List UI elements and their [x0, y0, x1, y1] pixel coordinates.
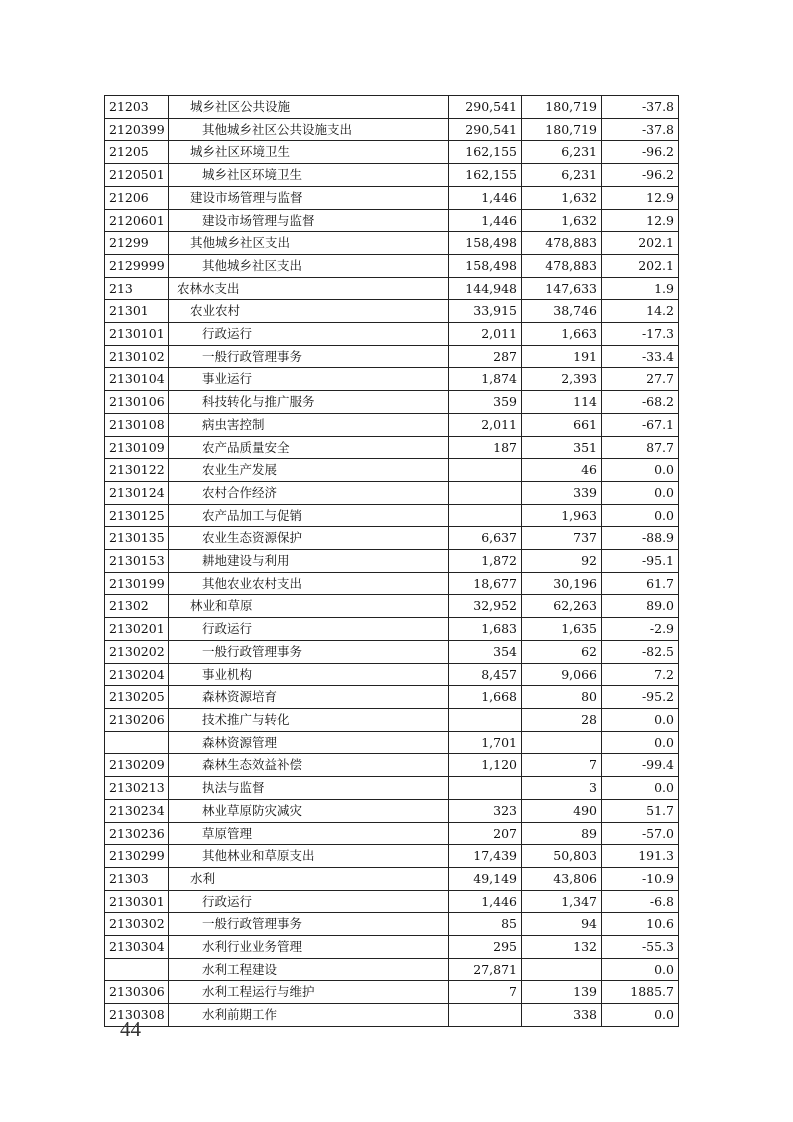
subject-name-cell: 农业生态资源保护 — [169, 527, 449, 550]
current-year-amount-cell: 6,231 — [522, 141, 602, 164]
prior-year-amount-cell: 162,155 — [449, 141, 522, 164]
subject-name-cell: 城乡社区公共设施 — [169, 96, 449, 119]
table-row — [105, 345, 679, 368]
change-percent-cell: 1.9 — [602, 277, 679, 300]
subject-name-cell: 森林生态效益补偿 — [169, 754, 449, 777]
subject-name-cell: 技术推广与转化 — [169, 708, 449, 731]
prior-year-amount-cell: 1,120 — [449, 754, 522, 777]
change-percent-cell: 0.0 — [602, 504, 679, 527]
current-year-amount-cell: 180,719 — [522, 96, 602, 119]
subject-code-cell: 21205 — [105, 141, 169, 164]
subject-name-cell: 水利工程运行与维护 — [169, 981, 449, 1004]
change-percent-cell: -17.3 — [602, 323, 679, 346]
subject-code-cell: 2130213 — [105, 777, 169, 800]
subject-code-cell: 2129999 — [105, 254, 169, 277]
table-row — [105, 754, 679, 777]
prior-year-amount-cell: 17,439 — [449, 845, 522, 868]
current-year-amount-cell: 28 — [522, 708, 602, 731]
change-percent-cell: -96.2 — [602, 141, 679, 164]
current-year-amount-cell — [522, 731, 602, 754]
change-percent-cell: 1885.7 — [602, 981, 679, 1004]
table-row — [105, 640, 679, 663]
current-year-amount-cell: 661 — [522, 413, 602, 436]
current-year-amount-cell: 147,633 — [522, 277, 602, 300]
subject-name-cell: 科技转化与推广服务 — [169, 391, 449, 414]
prior-year-amount-cell: 287 — [449, 345, 522, 368]
prior-year-amount-cell: 187 — [449, 436, 522, 459]
subject-code-cell: 213 — [105, 277, 169, 300]
change-percent-cell: -55.3 — [602, 936, 679, 959]
subject-code-cell: 2130202 — [105, 640, 169, 663]
subject-code-cell: 21303 — [105, 867, 169, 890]
table-row — [105, 799, 679, 822]
change-percent-cell: -82.5 — [602, 640, 679, 663]
prior-year-amount-cell: 8,457 — [449, 663, 522, 686]
prior-year-amount-cell: 1,446 — [449, 186, 522, 209]
change-percent-cell: 0.0 — [602, 459, 679, 482]
page-number: 44 — [120, 1017, 141, 1041]
subject-code-cell: 21299 — [105, 232, 169, 255]
change-percent-cell: 7.2 — [602, 663, 679, 686]
table-row — [105, 845, 679, 868]
prior-year-amount-cell: 32,952 — [449, 595, 522, 618]
change-percent-cell: 0.0 — [602, 731, 679, 754]
current-year-amount-cell: 338 — [522, 1004, 602, 1027]
current-year-amount-cell: 94 — [522, 913, 602, 936]
table-row — [105, 277, 679, 300]
prior-year-amount-cell: 162,155 — [449, 164, 522, 187]
change-percent-cell: -2.9 — [602, 618, 679, 641]
change-percent-cell: 14.2 — [602, 300, 679, 323]
prior-year-amount-cell: 49,149 — [449, 867, 522, 890]
subject-name-cell: 城乡社区环境卫生 — [169, 141, 449, 164]
current-year-amount-cell: 43,806 — [522, 867, 602, 890]
current-year-amount-cell: 351 — [522, 436, 602, 459]
change-percent-cell: -37.8 — [602, 118, 679, 141]
current-year-amount-cell: 2,393 — [522, 368, 602, 391]
table-row — [105, 118, 679, 141]
subject-code-cell: 2130106 — [105, 391, 169, 414]
prior-year-amount-cell: 1,701 — [449, 731, 522, 754]
current-year-amount-cell: 339 — [522, 481, 602, 504]
current-year-amount-cell: 1,635 — [522, 618, 602, 641]
prior-year-amount-cell: 1,668 — [449, 686, 522, 709]
change-percent-cell: 202.1 — [602, 232, 679, 255]
subject-code-cell: 2130125 — [105, 504, 169, 527]
table-row — [105, 323, 679, 346]
change-percent-cell: -10.9 — [602, 867, 679, 890]
change-percent-cell: 89.0 — [602, 595, 679, 618]
current-year-amount-cell: 9,066 — [522, 663, 602, 686]
change-percent-cell: -88.9 — [602, 527, 679, 550]
subject-name-cell: 水利行业业务管理 — [169, 936, 449, 959]
current-year-amount-cell: 6,231 — [522, 164, 602, 187]
subject-code-cell: 2130108 — [105, 413, 169, 436]
subject-name-cell: 农业生产发展 — [169, 459, 449, 482]
prior-year-amount-cell: 2,011 — [449, 413, 522, 436]
table-row — [105, 731, 679, 754]
subject-code-cell: 2120601 — [105, 209, 169, 232]
subject-code-cell: 2130102 — [105, 345, 169, 368]
prior-year-amount-cell: 18,677 — [449, 572, 522, 595]
table-row — [105, 436, 679, 459]
prior-year-amount-cell: 1,683 — [449, 618, 522, 641]
prior-year-amount-cell: 295 — [449, 936, 522, 959]
subject-name-cell: 建设市场管理与监督 — [169, 209, 449, 232]
subject-code-cell: 2130206 — [105, 708, 169, 731]
current-year-amount-cell: 139 — [522, 981, 602, 1004]
subject-name-cell: 农村合作经济 — [169, 481, 449, 504]
subject-name-cell: 森林资源管理 — [169, 731, 449, 754]
subject-name-cell: 其他农业农村支出 — [169, 572, 449, 595]
current-year-amount-cell: 737 — [522, 527, 602, 550]
subject-name-cell: 其他城乡社区公共设施支出 — [169, 118, 449, 141]
current-year-amount-cell: 191 — [522, 345, 602, 368]
subject-name-cell: 一般行政管理事务 — [169, 345, 449, 368]
subject-name-cell: 城乡社区环境卫生 — [169, 164, 449, 187]
subject-name-cell: 其他城乡社区支出 — [169, 254, 449, 277]
current-year-amount-cell: 80 — [522, 686, 602, 709]
current-year-amount-cell: 478,883 — [522, 232, 602, 255]
prior-year-amount-cell: 144,948 — [449, 277, 522, 300]
prior-year-amount-cell: 33,915 — [449, 300, 522, 323]
table-row — [105, 936, 679, 959]
table-row — [105, 822, 679, 845]
change-percent-cell: -57.0 — [602, 822, 679, 845]
prior-year-amount-cell: 1,446 — [449, 209, 522, 232]
subject-name-cell: 事业机构 — [169, 663, 449, 686]
table-row — [105, 572, 679, 595]
subject-code-cell: 2130109 — [105, 436, 169, 459]
current-year-amount-cell: 38,746 — [522, 300, 602, 323]
prior-year-amount-cell: 207 — [449, 822, 522, 845]
subject-code-cell: 2130201 — [105, 618, 169, 641]
subject-code-cell: 2130205 — [105, 686, 169, 709]
change-percent-cell: -96.2 — [602, 164, 679, 187]
table-row — [105, 141, 679, 164]
change-percent-cell: -37.8 — [602, 96, 679, 119]
change-percent-cell: 0.0 — [602, 1004, 679, 1027]
subject-name-cell: 事业运行 — [169, 368, 449, 391]
current-year-amount-cell: 1,347 — [522, 890, 602, 913]
change-percent-cell: -33.4 — [602, 345, 679, 368]
subject-name-cell: 执法与监督 — [169, 777, 449, 800]
subject-name-cell: 林业和草原 — [169, 595, 449, 618]
change-percent-cell: 61.7 — [602, 572, 679, 595]
subject-code-cell: 2130302 — [105, 913, 169, 936]
current-year-amount-cell: 478,883 — [522, 254, 602, 277]
prior-year-amount-cell: 6,637 — [449, 527, 522, 550]
prior-year-amount-cell: 359 — [449, 391, 522, 414]
prior-year-amount-cell — [449, 777, 522, 800]
change-percent-cell: 0.0 — [602, 481, 679, 504]
subject-code-cell: 21206 — [105, 186, 169, 209]
subject-code-cell: 21203 — [105, 96, 169, 119]
prior-year-amount-cell — [449, 504, 522, 527]
prior-year-amount-cell — [449, 459, 522, 482]
change-percent-cell: 12.9 — [602, 209, 679, 232]
current-year-amount-cell: 89 — [522, 822, 602, 845]
current-year-amount-cell: 1,632 — [522, 186, 602, 209]
change-percent-cell: -68.2 — [602, 391, 679, 414]
change-percent-cell: 27.7 — [602, 368, 679, 391]
subject-code-cell: 2130104 — [105, 368, 169, 391]
table-row — [105, 459, 679, 482]
change-percent-cell: -95.2 — [602, 686, 679, 709]
subject-name-cell: 其他林业和草原支出 — [169, 845, 449, 868]
current-year-amount-cell: 132 — [522, 936, 602, 959]
prior-year-amount-cell: 290,541 — [449, 96, 522, 119]
current-year-amount-cell: 62,263 — [522, 595, 602, 618]
current-year-amount-cell: 1,663 — [522, 323, 602, 346]
table-row — [105, 890, 679, 913]
change-percent-cell: 51.7 — [602, 799, 679, 822]
subject-name-cell: 水利工程建设 — [169, 958, 449, 981]
subject-name-cell: 一般行政管理事务 — [169, 913, 449, 936]
subject-code-cell: 2130204 — [105, 663, 169, 686]
table-row — [105, 777, 679, 800]
table-row — [105, 527, 679, 550]
table-row — [105, 391, 679, 414]
subject-code-cell: 2120399 — [105, 118, 169, 141]
current-year-amount-cell: 7 — [522, 754, 602, 777]
current-year-amount-cell: 1,963 — [522, 504, 602, 527]
change-percent-cell: 87.7 — [602, 436, 679, 459]
subject-name-cell: 林业草原防灾减灾 — [169, 799, 449, 822]
current-year-amount-cell: 62 — [522, 640, 602, 663]
change-percent-cell: -95.1 — [602, 550, 679, 573]
table-row — [105, 232, 679, 255]
current-year-amount-cell: 92 — [522, 550, 602, 573]
table-row — [105, 300, 679, 323]
prior-year-amount-cell — [449, 1004, 522, 1027]
prior-year-amount-cell: 290,541 — [449, 118, 522, 141]
subject-code-cell: 2130101 — [105, 323, 169, 346]
subject-code-cell: 2130299 — [105, 845, 169, 868]
change-percent-cell: 191.3 — [602, 845, 679, 868]
subject-code-cell — [105, 958, 169, 981]
current-year-amount-cell: 50,803 — [522, 845, 602, 868]
subject-name-cell: 其他城乡社区支出 — [169, 232, 449, 255]
change-percent-cell: 10.6 — [602, 913, 679, 936]
subject-name-cell: 建设市场管理与监督 — [169, 186, 449, 209]
subject-name-cell: 草原管理 — [169, 822, 449, 845]
budget-table — [104, 95, 679, 1027]
table-row — [105, 413, 679, 436]
prior-year-amount-cell: 1,872 — [449, 550, 522, 573]
prior-year-amount-cell: 1,446 — [449, 890, 522, 913]
current-year-amount-cell: 46 — [522, 459, 602, 482]
subject-code-cell: 2130135 — [105, 527, 169, 550]
subject-name-cell: 行政运行 — [169, 890, 449, 913]
current-year-amount-cell: 180,719 — [522, 118, 602, 141]
table-row — [105, 368, 679, 391]
subject-code-cell: 2130234 — [105, 799, 169, 822]
table-row — [105, 663, 679, 686]
prior-year-amount-cell: 158,498 — [449, 254, 522, 277]
prior-year-amount-cell: 354 — [449, 640, 522, 663]
table-row — [105, 958, 679, 981]
table-row — [105, 504, 679, 527]
prior-year-amount-cell — [449, 708, 522, 731]
subject-code-cell: 2130236 — [105, 822, 169, 845]
subject-name-cell: 水利前期工作 — [169, 1004, 449, 1027]
subject-code-cell: 2130301 — [105, 890, 169, 913]
prior-year-amount-cell: 1,874 — [449, 368, 522, 391]
table-row — [105, 913, 679, 936]
table-row — [105, 209, 679, 232]
prior-year-amount-cell: 7 — [449, 981, 522, 1004]
table-row — [105, 550, 679, 573]
prior-year-amount-cell: 158,498 — [449, 232, 522, 255]
subject-code-cell: 2130306 — [105, 981, 169, 1004]
change-percent-cell: 12.9 — [602, 186, 679, 209]
subject-code-cell: 2130199 — [105, 572, 169, 595]
table-row — [105, 481, 679, 504]
current-year-amount-cell: 3 — [522, 777, 602, 800]
subject-name-cell: 病虫害控制 — [169, 413, 449, 436]
table-row — [105, 686, 679, 709]
subject-code-cell: 2130308 — [105, 1004, 169, 1027]
change-percent-cell: 0.0 — [602, 958, 679, 981]
table-row — [105, 981, 679, 1004]
prior-year-amount-cell — [449, 481, 522, 504]
subject-name-cell: 农林水支出 — [169, 277, 449, 300]
subject-name-cell: 农产品质量安全 — [169, 436, 449, 459]
budget-table-body — [105, 96, 679, 1027]
table-row — [105, 867, 679, 890]
subject-name-cell: 农产品加工与促销 — [169, 504, 449, 527]
table-row — [105, 164, 679, 187]
table-row — [105, 254, 679, 277]
prior-year-amount-cell: 2,011 — [449, 323, 522, 346]
table-row — [105, 708, 679, 731]
change-percent-cell: -6.8 — [602, 890, 679, 913]
subject-code-cell — [105, 731, 169, 754]
subject-name-cell: 耕地建设与利用 — [169, 550, 449, 573]
subject-code-cell: 21301 — [105, 300, 169, 323]
current-year-amount-cell: 1,632 — [522, 209, 602, 232]
table-row — [105, 186, 679, 209]
table-row — [105, 1004, 679, 1027]
subject-code-cell: 2130153 — [105, 550, 169, 573]
subject-code-cell: 2120501 — [105, 164, 169, 187]
change-percent-cell: 0.0 — [602, 777, 679, 800]
subject-name-cell: 行政运行 — [169, 618, 449, 641]
change-percent-cell: 202.1 — [602, 254, 679, 277]
current-year-amount-cell — [522, 958, 602, 981]
subject-name-cell: 行政运行 — [169, 323, 449, 346]
change-percent-cell: -99.4 — [602, 754, 679, 777]
table-row — [105, 595, 679, 618]
subject-code-cell: 2130209 — [105, 754, 169, 777]
change-percent-cell: 0.0 — [602, 708, 679, 731]
subject-name-cell: 水利 — [169, 867, 449, 890]
current-year-amount-cell: 30,196 — [522, 572, 602, 595]
subject-name-cell: 森林资源培育 — [169, 686, 449, 709]
subject-code-cell: 2130304 — [105, 936, 169, 959]
change-percent-cell: -67.1 — [602, 413, 679, 436]
subject-name-cell: 一般行政管理事务 — [169, 640, 449, 663]
table-row — [105, 618, 679, 641]
prior-year-amount-cell: 85 — [449, 913, 522, 936]
subject-code-cell: 21302 — [105, 595, 169, 618]
subject-name-cell: 农业农村 — [169, 300, 449, 323]
subject-code-cell: 2130124 — [105, 481, 169, 504]
prior-year-amount-cell: 323 — [449, 799, 522, 822]
current-year-amount-cell: 114 — [522, 391, 602, 414]
subject-code-cell: 2130122 — [105, 459, 169, 482]
prior-year-amount-cell: 27,871 — [449, 958, 522, 981]
current-year-amount-cell: 490 — [522, 799, 602, 822]
table-row — [105, 96, 679, 119]
